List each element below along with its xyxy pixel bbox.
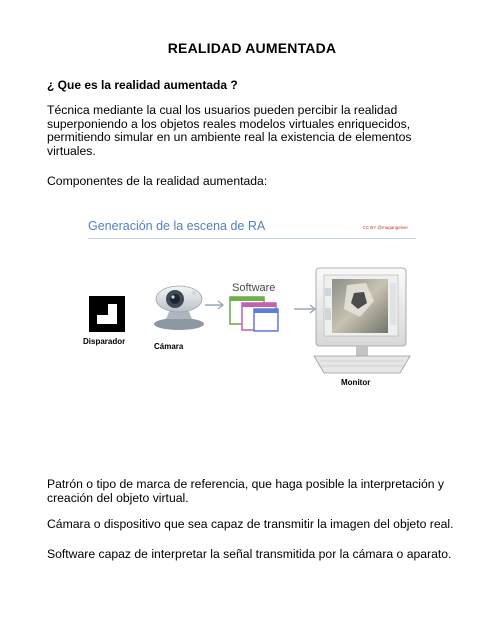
ar-scene-diagram bbox=[82, 213, 422, 393]
diagram-artwork bbox=[82, 213, 422, 393]
page-title: REALIDAD AUMENTADA bbox=[167, 40, 337, 56]
marker-icon bbox=[89, 296, 125, 332]
software-paragraph: Software capaz de interpretar la señal transmitida por la cámara o aparato. bbox=[47, 547, 452, 561]
marker-line: Patrón o tipo de marca de referencia, que haga posible la interpretación y bbox=[47, 477, 445, 491]
monitor-icon bbox=[314, 268, 410, 373]
diagram-title: Generación de la escena de RA bbox=[88, 219, 266, 233]
webcam-icon bbox=[154, 286, 204, 330]
label-disparador: Disparador bbox=[83, 337, 126, 346]
marker-line: creación del objeto virtual. bbox=[47, 490, 189, 505]
diagram-credit: CC BY @magangelver bbox=[362, 225, 408, 230]
marker-paragraph bbox=[47, 478, 467, 505]
software-label: Software bbox=[232, 282, 276, 294]
definition-paragraph bbox=[47, 104, 467, 158]
definition-line: superponiendo a los objetos reales modelos virtuales enriquecidos, bbox=[47, 116, 411, 131]
definition-line: virtuales. bbox=[47, 143, 96, 158]
software-icon bbox=[230, 282, 278, 331]
label-monitor: Monitor bbox=[341, 378, 371, 387]
definition-line: Técnica mediante la cual los usuarios pueden percibir la realidad bbox=[47, 103, 398, 117]
camera-paragraph: Cámara o dispositivo que sea capaz de transmitir la imagen del objeto real. bbox=[47, 517, 454, 531]
definition-line: permitiendo simular en un ambiente real la existencia de elementos bbox=[47, 130, 412, 144]
components-heading: Componentes de la realidad aumentada: bbox=[47, 174, 268, 188]
label-camara: Cámara bbox=[154, 342, 184, 351]
question-heading: ¿ Que es la realidad aumentada ? bbox=[47, 78, 238, 92]
